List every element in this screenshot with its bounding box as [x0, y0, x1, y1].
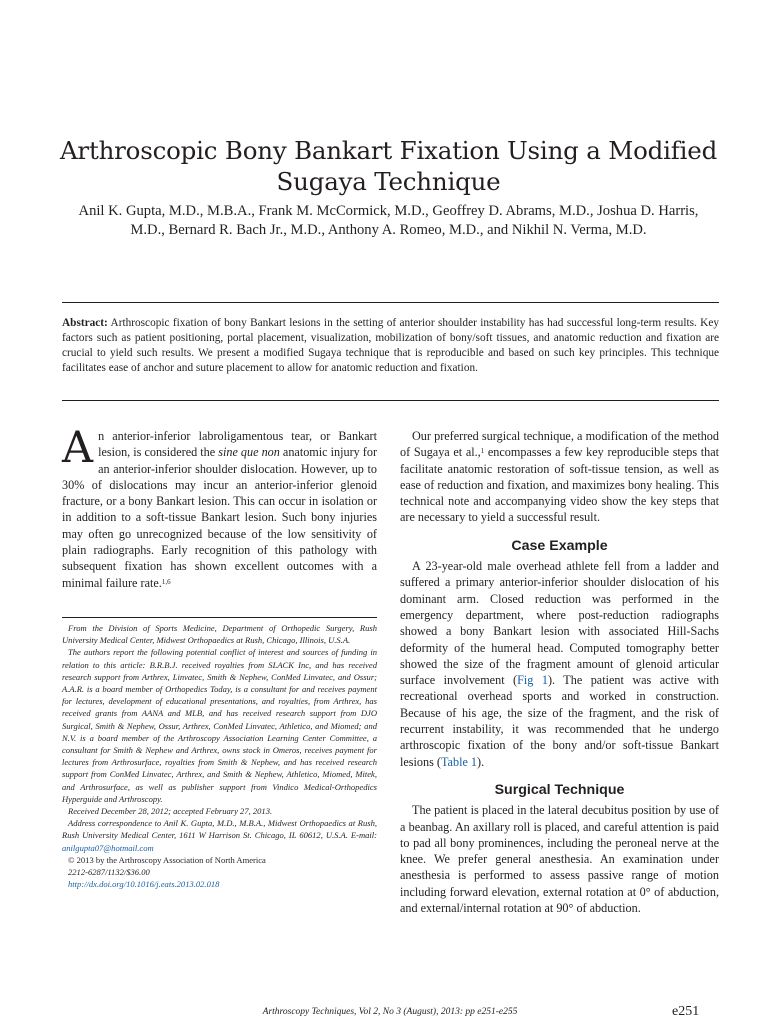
journal-footer: Arthroscopy Techniques, Vol 2, No 3 (August), 2013: pp e251-e255 — [262, 1007, 518, 1017]
drop-cap: A — [62, 423, 94, 473]
left-column — [62, 423, 378, 591]
footnotes — [62, 622, 377, 890]
intro-citation[interactable]: 1,6 — [161, 577, 171, 586]
page-number: e251 — [672, 1004, 700, 1019]
figure-link[interactable]: Fig 1 — [517, 673, 548, 688]
case-text-a: A 23-year-old male overhead athlete fell from a ladder and suffered a primary anterior-inferior shoulder dislocation of his dominant arm. Closed reduction was performed in the emergency department, where post-reduction radiographs showed a bony Bankart lesion with associated Hill-Sachs deformity of the humeral head. Computed tomography better showed the size of the fragment amount of glenoid articular surface involvement ( — [400, 559, 719, 688]
footnote-affiliation: From the Division of Sports Medicine, Department of Orthopedic Surgery, Rush University Medical Center, Midwest Orthopaedics at Rush, Chicago, Illinois, U.S.A. — [62, 623, 377, 646]
email-link[interactable]: anilgupta07@hotmail.com — [62, 842, 154, 853]
surgical-paragraph: The patient is placed in the lateral decubitus position by use of a beanbag. An axillary roll is placed, and careful attention is paid to pad all bony prominences, including the peroneal nerve at the knee. We prefer general anesthesia. An examination under anesthesia is performed to assess passive range of motion including forward elevation, external rotation at 0° of abduction, and external/internal rotation at 90° of abduction. — [400, 803, 719, 916]
footnote-received: Received December 28, 2012; accepted February 27, 2013. — [68, 806, 273, 817]
right-column — [400, 428, 719, 916]
technique-intro-paragraph — [400, 428, 719, 526]
technique-intro-b: encompasses a few key reproducible steps that facilitate anatomic restoration of soft-tissue tension, as well as ease of reduction and fixation, and maximizes bony healing. This technical note and accompanying video show the key steps that are necessary to yield a successful result. — [400, 445, 720, 525]
abstract-top-rule — [62, 302, 719, 303]
footnote-conflict: The authors report the following potential conflict of interest and sources of funding in relation to this article: B.R.B.J. received royalties from SLACK Inc, and has received research support from Arthrex, Linvatec, Smith & Nephew, ConMed Linvatec, and Ossur; A.A.R. is a board member of Orthopedics Today, is a consultant for and receives payment for lectures, development of educational presentations, and royalties, from Arthrex, has received grants from AANA and MLB, and has received research support from DJO Surgical, Smith & Nephew, Ossur, Arthrex, ConMed Linvatec, Athletico, and Miomed; and N.V. is a board member of the Arthroscopy Association Learning Center Committee, a consultant for Smith & Nephew and Arthrex, owns stock in Omeros, receives payment for lectures from Arthrosurface, royalties from Smith & Nephew, and has received research support from ConMed Linvatec, Arthrex, and Smith & Nephew, Athletico, Miomed, Mitek, and Arthrosurface, as well as publisher support from Vindico Medical-Orthopedics Hyperguide and Arthroscopy. — [62, 647, 377, 804]
intro-paragraph — [62, 423, 378, 591]
case-text-b: ). The patient was active with recreational overhead sports and worked in construction. Because of his age, the size of the fragment, and the risk of recurrent instability, it was recommended that he undergo arthroscopic fixation of the bony and/or soft-tissue Bankart lesions ( — [400, 673, 719, 769]
footnote-issn: 2212-6287/1132/$36.00 — [68, 867, 150, 878]
author-list: Anil K. Gupta, M.D., M.B.A., Frank M. McCormick, M.D., Geoffrey D. Abrams, M.D., Joshua D. Harris, M.D., Bernard R. Bach Jr., M.D., Anthony A. Romeo, M.D., and Nikhil N. Verma, M.D. — [78, 203, 699, 238]
case-paragraph — [400, 558, 719, 770]
table-link[interactable]: Table 1 — [440, 754, 478, 769]
footnote-rule — [62, 617, 377, 618]
footnote-address — [62, 817, 377, 854]
technique-intro-a: Our preferred surgical technique, a modification of the method of Sugaya et al., — [400, 429, 719, 460]
heading-case-example: Case Example — [511, 537, 608, 554]
technique-citation[interactable]: 1 — [480, 447, 485, 456]
abstract-text: Arthroscopic fixation of bony Bankart lesions in the setting of anterior shoulder instability has had successful long-term results. Key factors such as patient positioning, portal placement, visualization, mobilization of bony/soft tissues, and anatomic reduction and fixation are crucial to yield such results. We present a modified Sugaya technique that is reproducible and based on such key principles. This technique facilitates ease of anchor and suture placement to allow for anatomic reduction and fixation. — [62, 317, 719, 374]
address-text: Address correspondence to Anil K. Gupta, M.D., M.B.A., Midwest Orthopaedics at Rush, Rush University Medical Center, 1611 W Harrison St. Chicago, IL 60612, U.S.A. E-mail: — [62, 818, 377, 841]
abstract-label: Abstract: — [62, 317, 108, 329]
intro-text-a: n anterior-inferior labroligamentous tear, or Bankart lesion, is considered the — [98, 429, 377, 460]
abstract — [62, 316, 719, 376]
doi-link[interactable]: http://dx.doi.org/10.1016/j.eats.2013.02.018 — [68, 879, 220, 890]
case-text-c: ). — [477, 754, 485, 769]
intro-text-b: anatomic injury for an anterior-inferior shoulder dislocation. However, up to 30% of dislocations may incur an anterior-inferior glenoid fracture, or a bony Bankart lesion. This can occur in isolation or in addition to a soft-tissue Bankart lesion. Such bony injuries may often go unrecognized because of the low sensitivity of plain radiographs. Early recognition of this pathology with subsequent fixation has shown excellent outcomes with a minimal failure rate. — [62, 445, 378, 590]
abstract-bottom-rule — [62, 400, 719, 401]
footnote-copyright: © 2013 by the Arthroscopy Association of North America — [68, 854, 266, 865]
article-title: Arthroscopic Bony Bankart Fixation Using a Modified Sugaya Technique — [59, 136, 718, 196]
intro-emphasis: sine que non — [218, 445, 280, 460]
heading-surgical-technique: Surgical Technique — [494, 781, 625, 798]
